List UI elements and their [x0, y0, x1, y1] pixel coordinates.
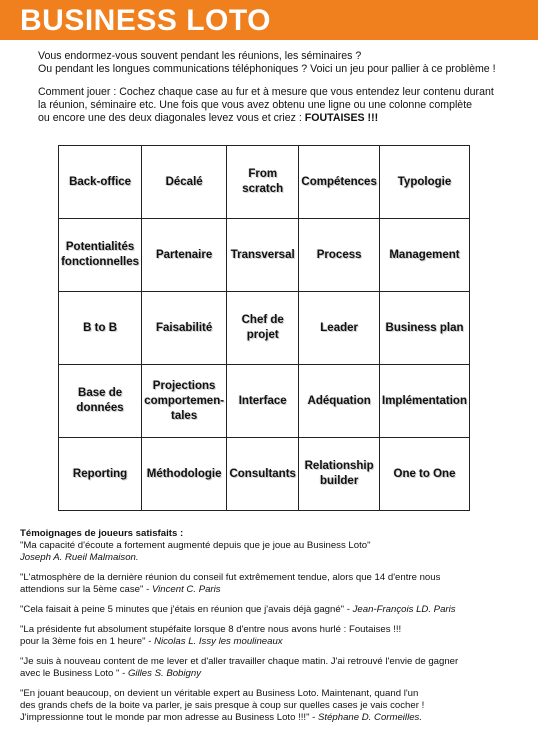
grid-row	[59, 292, 470, 365]
howto-line: la réunion, séminaire etc. Une fois que vous avez obtenu une ligne ou une colonne complète	[38, 99, 473, 111]
quote-line: "Cela faisait à peine 5 minutes que j'étais en réunion que j'avais déjà gagné" -	[20, 604, 353, 615]
grid-cell[interactable]: Partenaire	[142, 219, 227, 292]
shout-text: FOUTAISES !!!	[304, 112, 379, 124]
grid-cell[interactable]: Projections comportemen-tales	[142, 365, 227, 438]
quote-line: pour la 3ème fois en 1 heure" -	[20, 636, 155, 647]
testimonials-heading: Témoignages de joueurs satisfaits :	[20, 528, 184, 539]
grid-row	[59, 146, 470, 219]
grid-cell[interactable]: Implémentation	[380, 365, 470, 438]
author: Joseph A. Rueil Malmaison.	[20, 552, 139, 563]
testimonial	[20, 540, 525, 564]
quote-line: attendions sur la 5ème case" -	[20, 584, 152, 595]
quote-line: "La présidente fut absolument stupéfaite lorsque 8 d'entre nous avons hurlé : Foutaises !!!	[20, 624, 402, 635]
author: Vincent C. Paris	[151, 584, 221, 595]
grid-cell[interactable]: Interface	[227, 365, 299, 438]
quote-line: "L'atmosphère de la dernière réunion du conseil fut extrêmement tendue, alors que 14 d'entre nous	[20, 572, 441, 583]
grid-cell[interactable]: Chef de projet	[227, 292, 299, 365]
loto-grid	[58, 145, 470, 511]
grid-cell[interactable]: B to B	[59, 292, 142, 365]
grid-cell[interactable]: From scratch	[227, 146, 299, 219]
author: Gilles S. Bobigny	[127, 668, 201, 679]
grid-cell[interactable]: Process	[299, 219, 380, 292]
grid-row	[59, 365, 470, 438]
testimonial	[20, 572, 525, 596]
grid-cell[interactable]: Potentialités fonctionnelles	[59, 219, 142, 292]
page-title: BUSINESS LOTO	[20, 4, 271, 37]
author: Jean-François LD. Paris	[352, 604, 456, 615]
grid-cell[interactable]: Back-office	[59, 146, 142, 219]
quote-line: "Je suis à nouveau content de me lever et d'aller travailler chaque matin. J'ai retrouvé l'envie de gagner	[20, 656, 459, 667]
intro-line: Ou pendant les longues communications téléphoniques ? Voici un jeu pour pallier à ce problème !	[38, 63, 496, 75]
quote-line: "En jouant beaucoup, on devient un véritable expert au Business Loto. Maintenant, quand l'un	[20, 688, 419, 699]
testimonial	[20, 604, 525, 616]
grid-cell[interactable]: Typologie	[380, 146, 470, 219]
testimonial	[20, 688, 525, 724]
grid-cell[interactable]: Transversal	[227, 219, 299, 292]
intro-text	[38, 50, 528, 125]
grid-cell[interactable]: Reporting	[59, 438, 142, 511]
grid-row	[59, 438, 470, 511]
grid-cell[interactable]: Méthodologie	[142, 438, 227, 511]
grid-cell[interactable]: One to One	[380, 438, 470, 511]
testimonial	[20, 624, 525, 648]
author: Stéphane D. Cormeilles.	[318, 712, 422, 723]
testimonial	[20, 656, 525, 680]
quote-line: "Ma capacité d'écoute a fortement augmenté depuis que je joue au Business Loto"	[20, 540, 371, 551]
grid-cell[interactable]: Consultants	[227, 438, 299, 511]
grid-cell[interactable]: Management	[380, 219, 470, 292]
quote-line: avec le Business Loto " -	[20, 668, 128, 679]
quote-line: des grands chefs de la boite va parler, je sais presque à coup sur quelles cases je vais cocher !	[20, 700, 425, 711]
quote-line: J'impressionne tout le monde par mon adresse au Business Loto !!!" -	[20, 712, 319, 723]
grid-cell[interactable]: Base de données	[59, 365, 142, 438]
grid-row	[59, 219, 470, 292]
howto-line: Comment jouer : Cochez chaque case au fur et à mesure que vous entendez leur contenu durant	[38, 86, 494, 98]
testimonials	[20, 528, 525, 724]
intro-line: Vous endormez-vous souvent pendant les réunions, les séminaires ?	[38, 50, 362, 62]
grid-cell[interactable]: Relationship builder	[299, 438, 380, 511]
author: Nicolas L. Issy les moulineaux	[154, 636, 283, 647]
grid-cell[interactable]: Adéquation	[299, 365, 380, 438]
grid-cell[interactable]: Leader	[299, 292, 380, 365]
grid-cell[interactable]: Faisabilité	[142, 292, 227, 365]
grid-cell[interactable]: Compétences	[299, 146, 380, 219]
howto-line	[38, 112, 528, 125]
grid-cell[interactable]: Décalé	[142, 146, 227, 219]
grid-cell[interactable]: Business plan	[380, 292, 470, 365]
howto-text: ou encore une des deux diagonales levez vous et criez :	[38, 112, 305, 124]
